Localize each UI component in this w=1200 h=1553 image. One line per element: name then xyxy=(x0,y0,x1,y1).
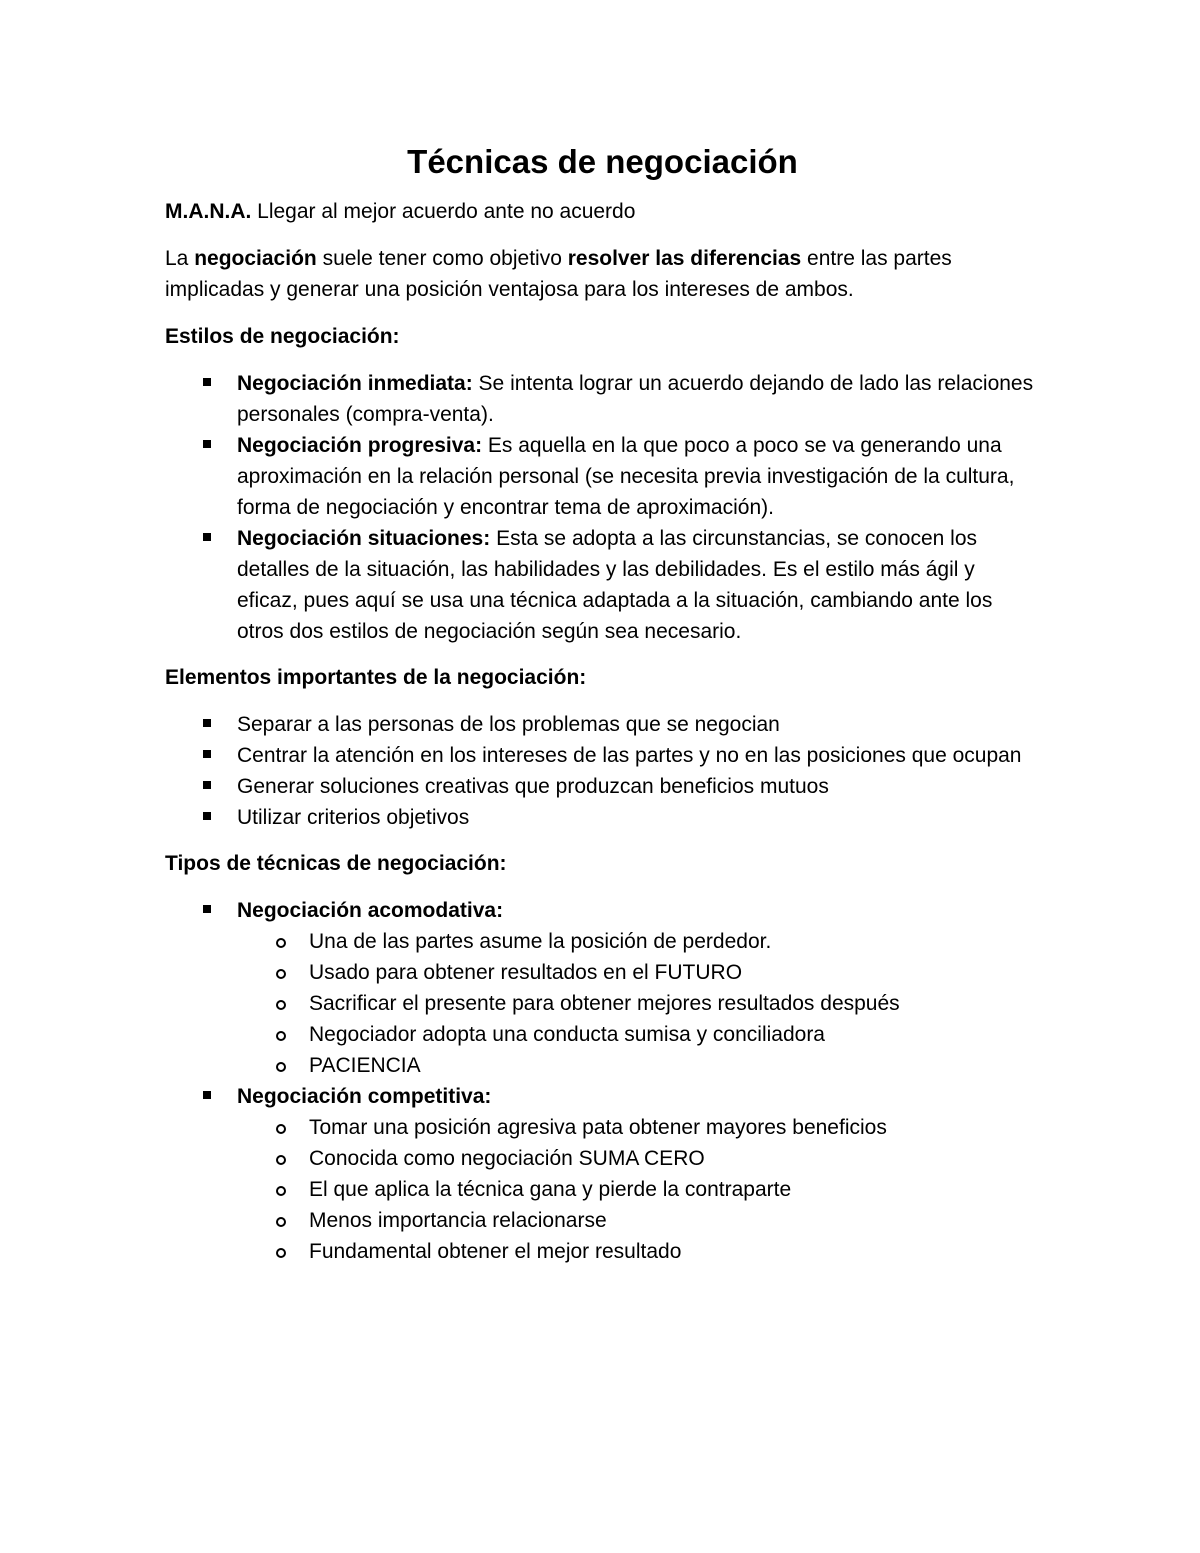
sublist-item-text: El que aplica la técnica gana y pierde la contraparte xyxy=(309,1178,792,1201)
mana-acronym: M.A.N.A. xyxy=(165,200,252,223)
list-item-text: Esta se adopta a las circunstancias, se conocen los detalles de la situación, las habilidades y las debilidades. Es el estilo más ágil y eficaz, pues aquí se usa una técnica adaptada a la situación, cambiando ante los otros dos estilos de negociación según sea necesario. xyxy=(237,527,993,643)
sublist-item xyxy=(167,926,1040,957)
circle-bullet-icon xyxy=(276,1155,286,1165)
elementos-heading xyxy=(165,662,1040,693)
estilos-heading-text: Estilos de negociación: xyxy=(165,325,400,348)
square-bullet-icon xyxy=(203,378,211,386)
list-item-text: Centrar la atención en los intereses de las partes y no en las posiciones que ocupan xyxy=(237,744,1022,767)
sublist-item xyxy=(167,1205,1040,1236)
list-item xyxy=(165,895,1040,1081)
list-item-label: Negociación inmediata: xyxy=(237,372,473,395)
sublist-item-text: Una de las partes asume la posición de perdedor. xyxy=(309,930,772,953)
circle-bullet-icon xyxy=(276,1186,286,1196)
tipos-heading xyxy=(165,848,1040,879)
list-item-label: Negociación progresiva: xyxy=(237,434,483,457)
square-bullet-icon xyxy=(203,533,211,541)
list-item-text: Es aquella en la que poco a poco se va generando una aproximación en la relación personal (se necesita previa investigación de la cultura, forma de negociación y encontrar tema de aproximación). xyxy=(237,434,1015,519)
sublist-item xyxy=(167,1112,1040,1143)
circle-bullet-icon xyxy=(276,1248,286,1258)
list-item-text: Utilizar criterios objetivos xyxy=(237,806,470,829)
sublist-item-text: Fundamental obtener el mejor resultado xyxy=(309,1240,682,1263)
sublist-item-text: PACIENCIA xyxy=(309,1054,421,1077)
intro-text-1: La xyxy=(165,247,195,270)
mana-text: Llegar al mejor acuerdo ante no acuerdo xyxy=(251,200,636,223)
list-item-text: Generar soluciones creativas que produzcan beneficios mutuos xyxy=(237,775,829,798)
intro-paragraph xyxy=(165,243,1040,305)
list-item xyxy=(165,740,1040,771)
circle-bullet-icon xyxy=(276,1031,286,1041)
list-item-label: Negociación situaciones: xyxy=(237,527,491,550)
circle-bullet-icon xyxy=(276,969,286,979)
sublist-item xyxy=(167,1174,1040,1205)
square-bullet-icon xyxy=(203,781,211,789)
competitiva-sublist xyxy=(237,1112,1040,1267)
square-bullet-icon xyxy=(203,1091,211,1099)
list-item-text: Separar a las personas de los problemas que se negocian xyxy=(237,713,780,736)
square-bullet-icon xyxy=(203,750,211,758)
sublist-item xyxy=(167,988,1040,1019)
circle-bullet-icon xyxy=(276,1000,286,1010)
sublist-item xyxy=(167,1236,1040,1267)
list-item xyxy=(165,1081,1040,1267)
sublist-item-text: Negociador adopta una conducta sumisa y conciliadora xyxy=(309,1023,825,1046)
circle-bullet-icon xyxy=(276,1124,286,1134)
acomodativa-sublist xyxy=(237,926,1040,1081)
sublist-item xyxy=(167,1050,1040,1081)
sublist-item-text: Usado para obtener resultados en el FUTURO xyxy=(309,961,743,984)
sublist-item xyxy=(167,1019,1040,1050)
sublist-item-text: Tomar una posición agresiva pata obtener mayores beneficios xyxy=(309,1116,887,1139)
tipos-list xyxy=(165,895,1040,1267)
circle-bullet-icon xyxy=(276,1217,286,1227)
elementos-list xyxy=(165,709,1040,833)
list-item xyxy=(165,771,1040,802)
list-item xyxy=(165,802,1040,833)
square-bullet-icon xyxy=(203,812,211,820)
list-item xyxy=(165,368,1040,430)
list-item-label: Negociación competitiva: xyxy=(237,1085,492,1108)
page-title: Técnicas de negociación xyxy=(407,143,798,180)
circle-bullet-icon xyxy=(276,938,286,948)
mana-paragraph xyxy=(165,196,1040,227)
intro-text-3: entre las partes implicadas y generar una posición ventajosa para los intereses de ambos. xyxy=(165,247,952,301)
intro-text-2: suele tener como objetivo xyxy=(316,247,568,270)
sublist-item-text: Conocida como negociación SUMA CERO xyxy=(309,1147,705,1170)
intro-bold-1: negociación xyxy=(194,247,317,270)
list-item xyxy=(165,430,1040,523)
sublist-item-text: Sacrificar el presente para obtener mejores resultados después xyxy=(309,992,900,1015)
list-item xyxy=(165,709,1040,740)
square-bullet-icon xyxy=(203,440,211,448)
tipos-heading-text: Tipos de técnicas de negociación: xyxy=(165,852,507,875)
list-item-label: Negociación acomodativa: xyxy=(237,899,504,922)
list-item-text: Se intenta lograr un acuerdo dejando de lado las relaciones personales (compra-venta). xyxy=(237,372,1034,426)
circle-bullet-icon xyxy=(276,1062,286,1072)
estilos-heading xyxy=(165,321,1040,352)
sublist-item xyxy=(167,957,1040,988)
sublist-item xyxy=(167,1143,1040,1174)
square-bullet-icon xyxy=(203,719,211,727)
elementos-heading-text: Elementos importantes de la negociación: xyxy=(165,666,587,689)
sublist-item-text: Menos importancia relacionarse xyxy=(309,1209,607,1232)
list-item xyxy=(165,523,1040,647)
intro-bold-2: resolver las diferencias xyxy=(567,247,802,270)
estilos-list xyxy=(165,368,1040,647)
square-bullet-icon xyxy=(203,905,211,913)
